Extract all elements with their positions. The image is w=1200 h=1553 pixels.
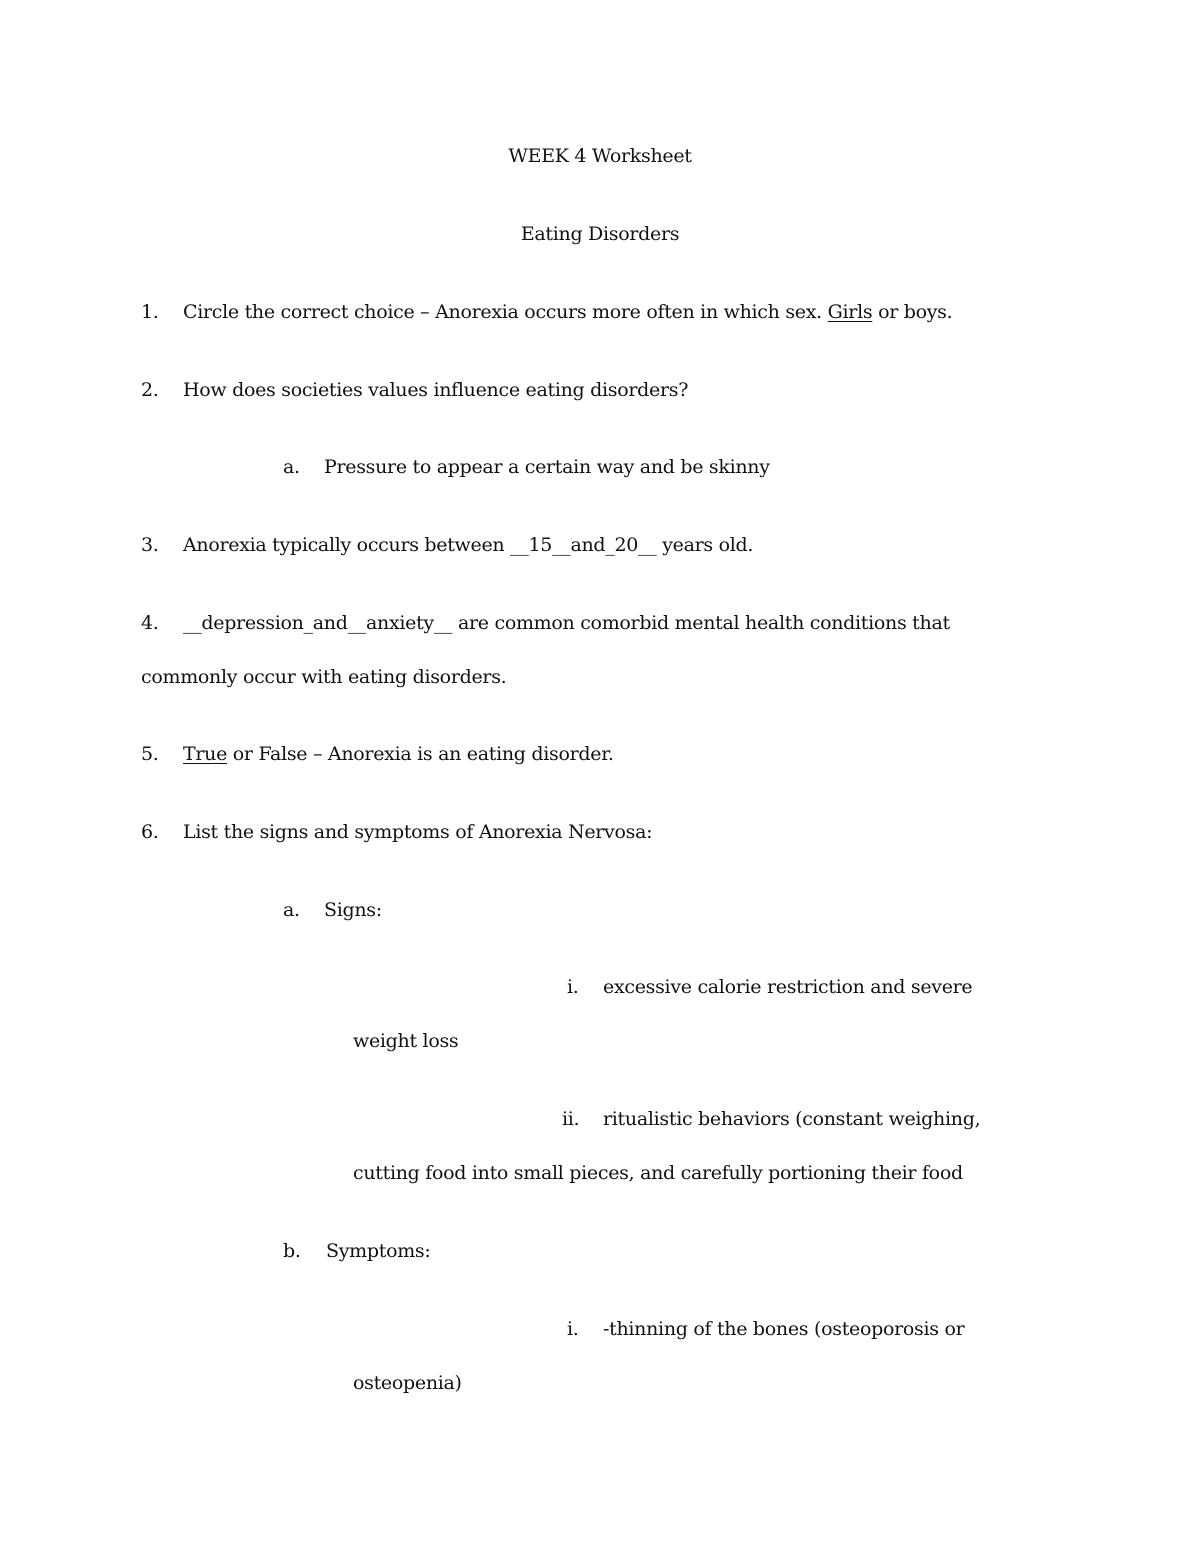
sign-1-line-1: excessive calorie restriction and severe xyxy=(603,976,973,998)
symptom-1-line-1: -thinning of the bones (osteoporosis or xyxy=(603,1318,965,1340)
question-1-number: 1. xyxy=(141,301,159,323)
sign-2-number: ii. xyxy=(562,1108,580,1130)
question-3-text: Anorexia typically occurs between __15__and_20__ years old. xyxy=(183,534,754,556)
signs-number: a. xyxy=(283,899,300,921)
symptom-1-line-2: osteopenia) xyxy=(353,1372,462,1394)
question-5-rest: or False – Anorexia is an eating disorder. xyxy=(232,743,614,765)
sign-1-number: i. xyxy=(567,976,579,998)
page-title: WEEK 4 Worksheet xyxy=(508,145,692,167)
page-subtitle: Eating Disorders xyxy=(520,223,680,245)
signs-label: Signs: xyxy=(324,899,382,921)
sign-1-line-2: weight loss xyxy=(353,1030,459,1052)
question-1-rest: or boys. xyxy=(878,301,953,323)
question-2-answer: Pressure to appear a certain way and be skinny xyxy=(324,456,770,478)
question-2-answer-number: a. xyxy=(283,456,300,478)
question-4-number: 4. xyxy=(141,612,159,634)
question-4-text-line-2: commonly occur with eating disorders. xyxy=(141,666,507,688)
question-3-number: 3. xyxy=(141,534,159,556)
question-4-text-line-1: __depression_and__anxiety__ are common comorbid mental health conditions that xyxy=(183,612,950,634)
question-1-prompt: Circle the correct choice – Anorexia occurs more often in which sex. xyxy=(183,301,822,323)
question-2-text: How does societies values influence eating disorders? xyxy=(183,379,689,401)
symptoms-label: Symptoms: xyxy=(326,1240,431,1262)
question-5-answer: True xyxy=(183,743,228,765)
question-5-number: 5. xyxy=(141,743,159,765)
sign-2-line-2: cutting food into small pieces, and carefully portioning their food xyxy=(353,1162,963,1184)
question-6-text: List the signs and symptoms of Anorexia Nervosa: xyxy=(183,821,653,843)
sign-2-line-1: ritualistic behaviors (constant weighing, xyxy=(603,1108,981,1130)
symptoms-number: b. xyxy=(283,1240,301,1262)
question-6-number: 6. xyxy=(141,821,159,843)
question-1-text xyxy=(183,300,952,324)
question-1-answer: Girls xyxy=(827,301,873,323)
question-2-number: 2. xyxy=(141,379,159,401)
symptom-1-number: i. xyxy=(567,1318,579,1340)
question-5-text xyxy=(183,742,614,766)
